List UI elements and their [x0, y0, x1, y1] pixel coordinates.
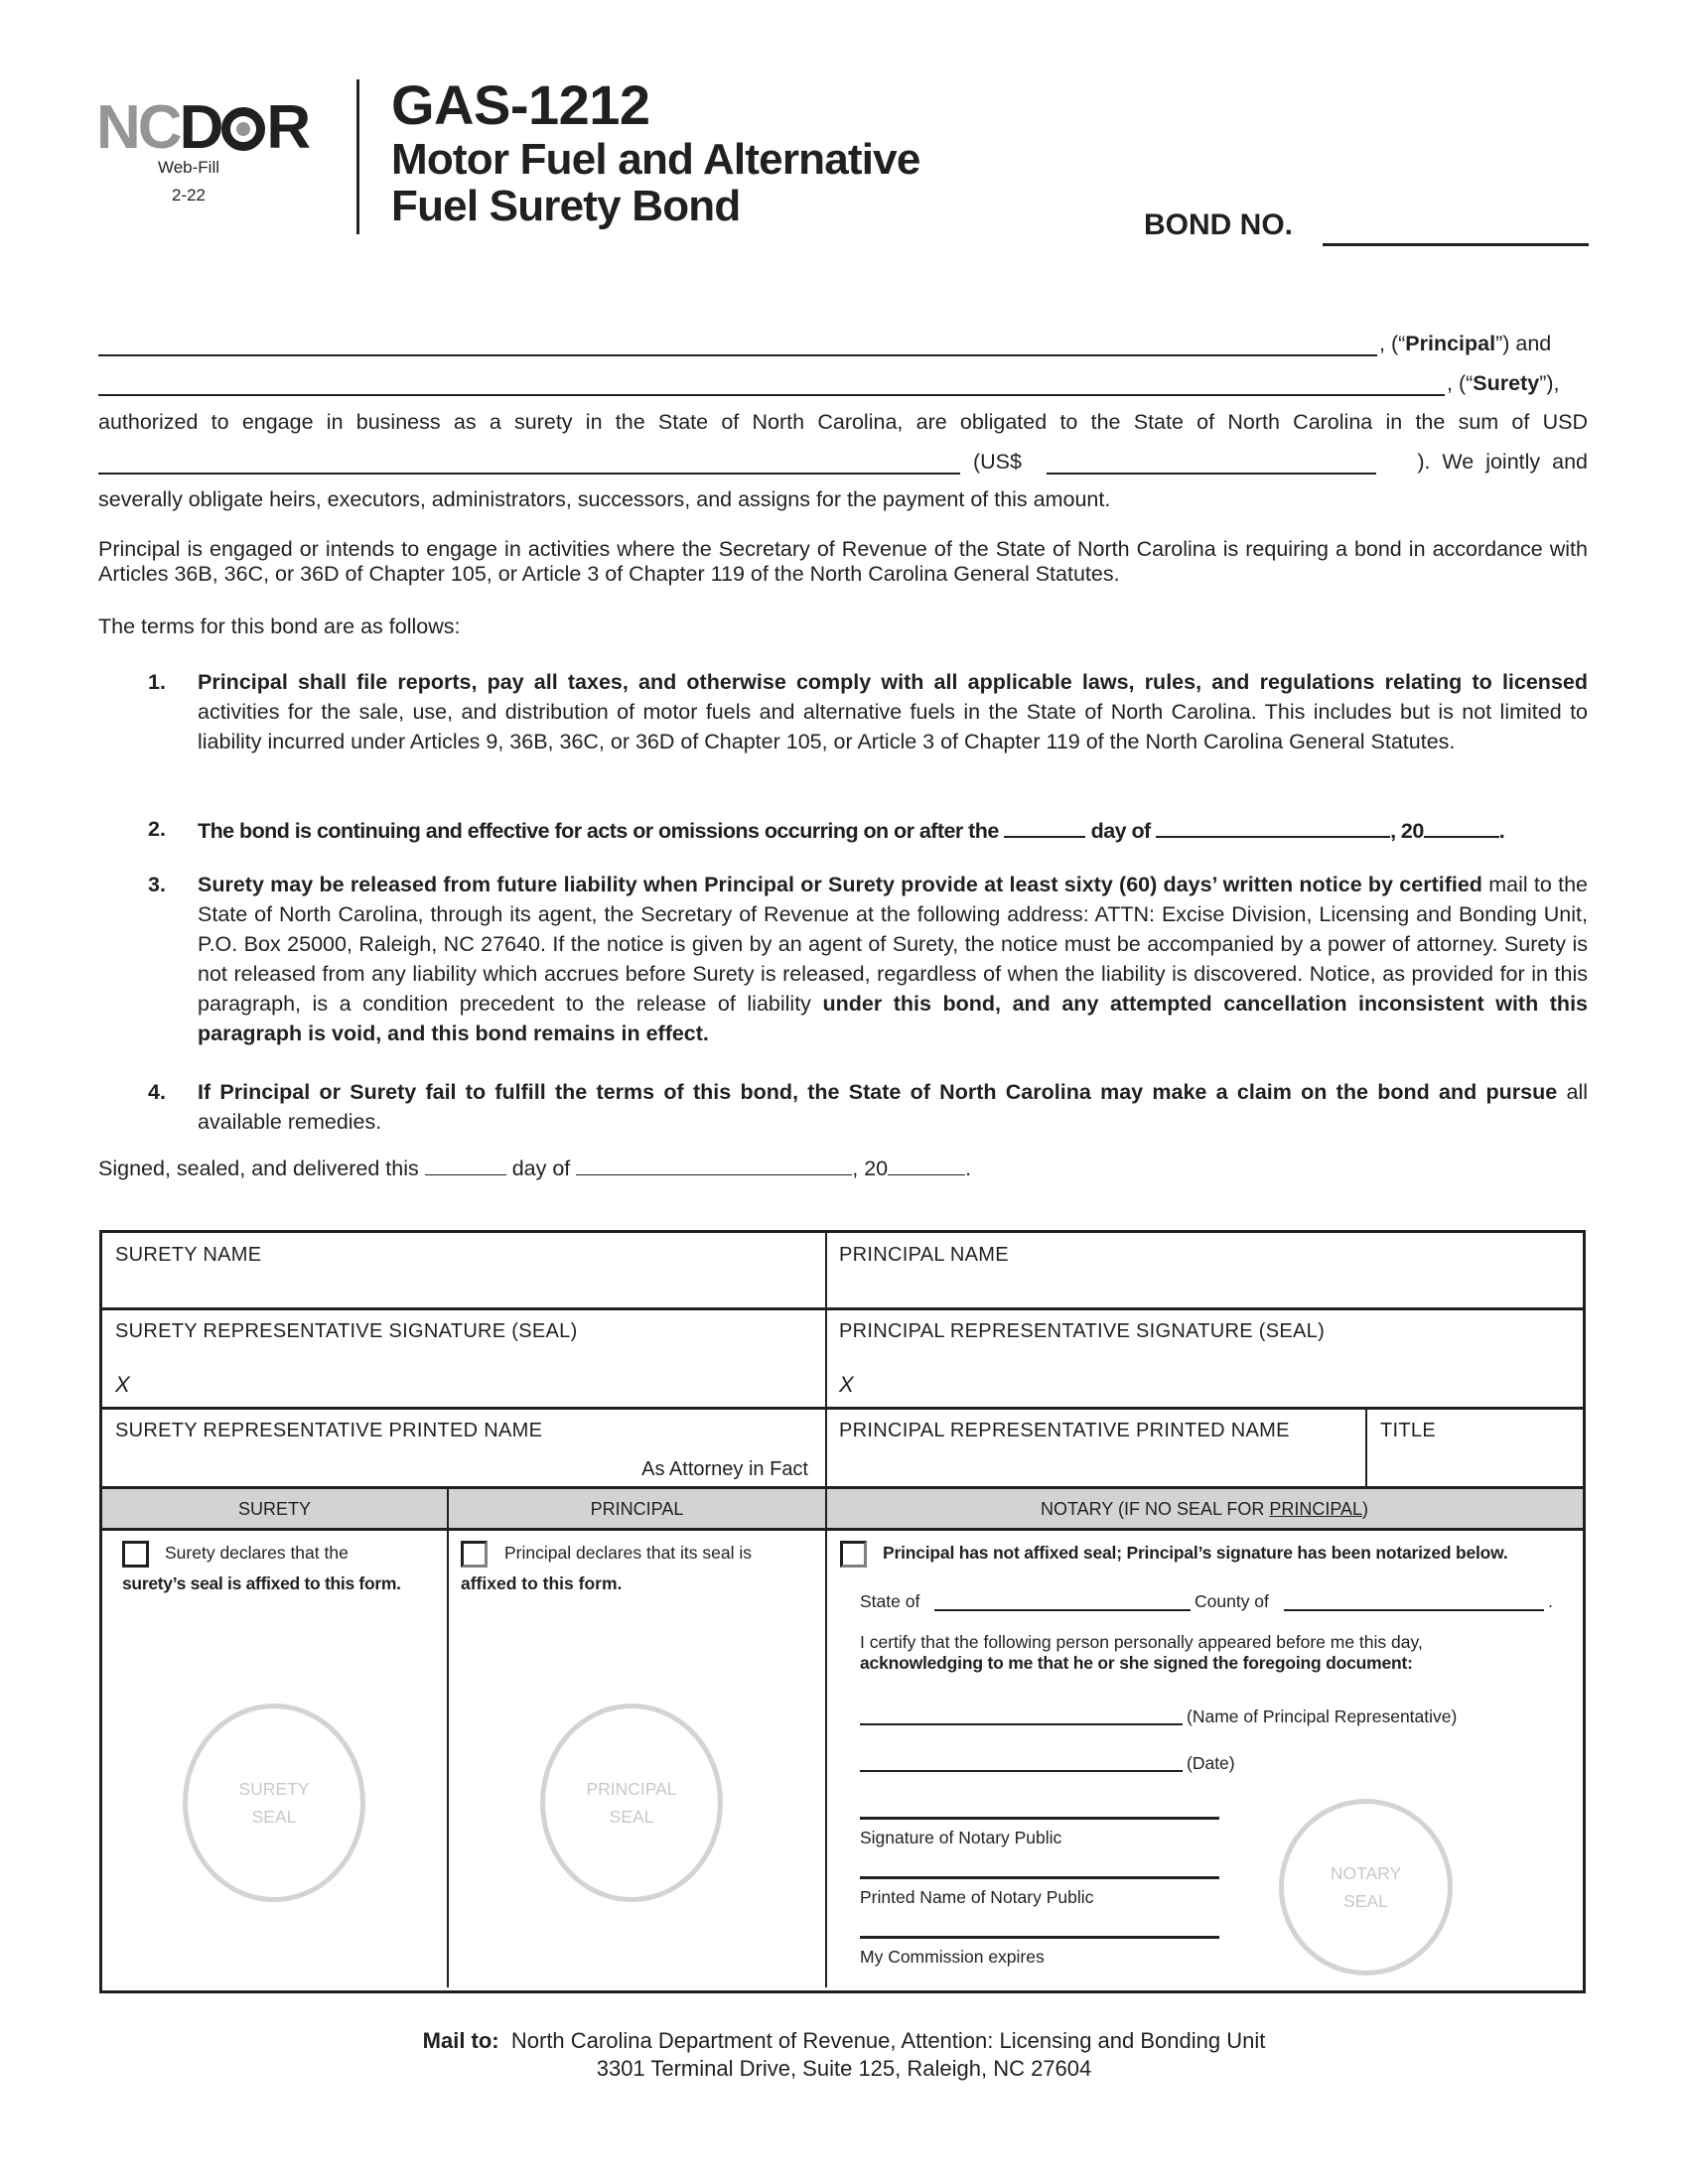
- mail-to-label: Mail to:: [422, 2028, 499, 2053]
- term-body: [198, 814, 1588, 846]
- surety-name-field[interactable]: [98, 394, 1445, 396]
- col-divider: [447, 1486, 449, 1987]
- principal-seal-checkbox[interactable]: [461, 1541, 488, 1568]
- principal-printed-name-label: PRINCIPAL REPRESENTATIVE PRINTED NAME: [839, 1420, 1290, 1441]
- form-title-line-1: Motor Fuel and Alternative: [391, 135, 920, 184]
- notary-declare-text: Principal has not affixed seal; Principal’s signature has been notarized below.: [883, 1543, 1508, 1563]
- surety-declare-line-2: surety’s seal is affixed to this form.: [122, 1573, 401, 1593]
- surety-term: Surety: [1473, 371, 1540, 395]
- signed-text: Signed, sealed, and delivered this: [98, 1157, 419, 1180]
- signed-year-prefix: , 20: [852, 1157, 889, 1180]
- term-body: [198, 667, 1588, 756]
- term2-end: .: [1498, 819, 1505, 843]
- term-normal-text: all available remedies.: [198, 1080, 1589, 1134]
- principal-suffix-post: ”) and: [1495, 332, 1552, 355]
- surety-seal-checkbox[interactable]: [122, 1541, 149, 1568]
- surety-signature-label: SURETY REPRESENTATIVE SIGNATURE (SEAL): [115, 1320, 578, 1342]
- surety-signature-x: X: [115, 1372, 130, 1397]
- notary-checkbox[interactable]: [840, 1541, 867, 1568]
- term-number: 2.: [148, 817, 166, 841]
- term-number: 1.: [148, 670, 166, 694]
- surety-signature-field[interactable]: [102, 1310, 825, 1407]
- term-item-1: [98, 667, 1588, 790]
- seal-text: SEAL: [1343, 1891, 1388, 1911]
- certify-line-2: acknowledging to me that he or she signed the foregoing document:: [860, 1653, 1413, 1673]
- principal-name-input[interactable]: [827, 1233, 1582, 1307]
- term-number: 4.: [148, 1080, 166, 1104]
- term-item-4: [98, 1077, 1588, 1139]
- col-header-surety: SURETY: [237, 1499, 311, 1519]
- term2-text: The bond is continuing and effective for acts or omissions occurring on or after the: [198, 819, 999, 843]
- surety-suffix-pre: , (“: [1447, 371, 1474, 395]
- notary-signature-label: Signature of Notary Public: [860, 1828, 1062, 1847]
- surety-name-label: SURETY NAME: [115, 1244, 262, 1266]
- principal-suffix-pre: , (“: [1379, 332, 1406, 355]
- term-body: [198, 1077, 1588, 1137]
- revision-label: 2-22: [171, 186, 207, 205]
- form-title-line-2: Fuel Surety Bond: [391, 182, 741, 230]
- form-number: GAS-1212: [391, 73, 650, 136]
- seal-text: PRINCIPAL: [586, 1779, 677, 1799]
- signed-day-of: day of: [511, 1157, 571, 1180]
- mail-to-line-2: 3301 Terminal Drive, Suite 125, Raleigh, NC 27604: [596, 2056, 1092, 2081]
- intro-paragraph: Principal is engaged or intends to engage in activities where the Secretary of Revenue of the State of North Carolina is requiring a bond in accordance with Articles 36B, 36C, or 36D of Chapter 105, or Article 3 of Chapter 119 of the North Carolina General Statutes.: [98, 537, 1588, 586]
- amount-words-field[interactable]: [98, 473, 960, 475]
- ncdor-logo: [96, 93, 309, 162]
- principal-name-field[interactable]: [98, 354, 1377, 356]
- principal-signature-x: X: [839, 1372, 854, 1397]
- header-divider: [356, 79, 359, 234]
- surety-suffix: [1447, 368, 1560, 398]
- surety-seal-placeholder: [183, 1704, 365, 1902]
- seal-text: SEAL: [609, 1807, 654, 1827]
- principal-declare-line-1: Principal declares that its seal is: [504, 1543, 752, 1563]
- terms-heading: The terms for this bond are as follows:: [98, 614, 461, 638]
- notary-header-pre: NOTARY (IF NO SEAL FOR: [1040, 1499, 1270, 1519]
- effective-day-field[interactable]: [1004, 814, 1085, 838]
- term-normal-text: mail to the State of North Carolina, through its agent, the Secretary of Revenue at the following address: ATTN: Excise Division, Licensing and Bonding Unit, P.O. Box 25000, Raleigh, NC 27640. If the notice is given by an agent of Surety, the notice must be accompanied by a power of attorney. Surety is not released from any liability which accrues before Surety is released, regardless of when the liability is discovered. Notice, as provided for in this paragraph, is a condition precedent to the release of liability: [198, 873, 1588, 1016]
- term-bold-text: Principal shall file reports, pay all taxes, and otherwise comply with all applicable laws, rules, and regulations relating to licensed: [198, 670, 1588, 694]
- usd-suffix: ). We jointly and: [1417, 450, 1588, 474]
- notary-printed-name-field[interactable]: [860, 1876, 1219, 1879]
- col-header-notary: [827, 1498, 1582, 1520]
- term-bold-text: Surety may be released from future liability when Principal or Surety provide at least sixty (60) days’ written notice by certified: [198, 873, 1482, 896]
- seal-text: SURETY: [238, 1779, 310, 1799]
- state-label: State of: [860, 1591, 920, 1611]
- col-header-principal: PRINCIPAL: [590, 1499, 684, 1519]
- signed-day-field[interactable]: [425, 1153, 506, 1175]
- term-body: [198, 870, 1588, 1048]
- title-field[interactable]: [1367, 1410, 1582, 1486]
- signed-end: .: [965, 1157, 972, 1180]
- logo-o-dot-icon: [221, 107, 265, 151]
- notary-header-underlined: PRINCIPAL: [1269, 1499, 1363, 1519]
- term2-year-prefix: , 20: [1390, 819, 1424, 843]
- form-edition: [149, 154, 228, 209]
- obligate-text: severally obligate heirs, executors, administrators, successors, and assigns for the payment of this amount.: [98, 487, 1111, 511]
- authorized-text: authorized to engage in business as a surety in the State of North Carolina, are obligated to the State of North Carolina in the sum of USD: [98, 410, 1588, 434]
- principal-name-label: PRINCIPAL NAME: [839, 1244, 1009, 1266]
- signed-year-field[interactable]: [888, 1153, 965, 1175]
- term-item-3: [98, 870, 1588, 1054]
- bond-no-label: BOND NO.: [1144, 208, 1293, 241]
- form-title: [391, 136, 920, 229]
- surety-suffix-post: ”),: [1539, 371, 1560, 395]
- state-field[interactable]: [934, 1609, 1191, 1611]
- term-number: 3.: [148, 873, 166, 896]
- notary-date-field[interactable]: [860, 1770, 1183, 1772]
- certify-line-1: I certify that the following person personally appeared before me this day,: [860, 1632, 1423, 1652]
- title-label: TITLE: [1380, 1420, 1436, 1441]
- county-field[interactable]: [1284, 1609, 1544, 1611]
- attorney-in-fact-label: As Attorney in Fact: [641, 1458, 808, 1480]
- signature-table: [99, 1230, 1586, 1993]
- mail-to-footer: [0, 2027, 1688, 2083]
- notary-seal-placeholder: [1279, 1799, 1453, 1976]
- seal-text: NOTARY: [1330, 1863, 1402, 1883]
- name-rep-label: (Name of Principal Representative): [1187, 1706, 1458, 1726]
- effective-year-field[interactable]: [1424, 814, 1499, 838]
- principal-signature-label: PRINCIPAL REPRESENTATIVE SIGNATURE (SEAL): [839, 1320, 1326, 1342]
- row-divider: [102, 1528, 1583, 1531]
- term2-day-of: day of: [1090, 819, 1151, 843]
- logo-d: D: [179, 93, 221, 162]
- mail-to-address-1: North Carolina Department of Revenue, Attention: Licensing and Bonding Unit: [510, 2028, 1266, 2053]
- principal-seal-placeholder: [540, 1704, 723, 1902]
- logo-nc: NC: [96, 93, 180, 162]
- term-bold-end-text: under this bond, and any attempted cancellation inconsistent with this paragraph is void, and this bond remains in effect.: [198, 992, 1588, 1045]
- principal-rep-name-field[interactable]: [860, 1723, 1183, 1725]
- surety-name-input[interactable]: [102, 1233, 825, 1307]
- surety-declare-line-1: Surety declares that the: [165, 1543, 349, 1563]
- principal-printed-name-field[interactable]: [827, 1410, 1365, 1486]
- term-normal-text: activities for the sale, use, and distribution of motor fuels and alternative fuels in the State of North Carolina. This includes but is not limited to liability incurred under Articles 9, 36B, 36C, or 36D of Chapter 105, or Article 3 of Chapter 119 of the North Carolina General Statutes.: [198, 700, 1588, 753]
- bond-no-field[interactable]: [1323, 243, 1589, 246]
- principal-suffix: [1379, 329, 1551, 358]
- notary-printed-name-label: Printed Name of Notary Public: [860, 1887, 1094, 1907]
- signed-line: [98, 1153, 971, 1183]
- notary-commission-label: My Commission expires: [860, 1947, 1045, 1967]
- edition-label: Web-Fill: [157, 158, 220, 177]
- notary-commission-field[interactable]: [860, 1936, 1219, 1939]
- principal-signature-field[interactable]: [827, 1310, 1582, 1407]
- signed-month-field[interactable]: [576, 1153, 852, 1175]
- county-label: County of: [1195, 1591, 1269, 1611]
- mail-to-line-1: [0, 2027, 1688, 2055]
- term-item-2: [98, 814, 1588, 846]
- notary-header-post: ): [1362, 1499, 1369, 1519]
- seal-text: SEAL: [251, 1807, 297, 1827]
- date-label: (Date): [1187, 1753, 1235, 1773]
- notary-signature-field[interactable]: [860, 1817, 1219, 1820]
- usd-prefix: (US$: [973, 450, 1022, 474]
- principal-declare-line-2: affixed to this form.: [461, 1573, 623, 1593]
- effective-month-field[interactable]: [1156, 814, 1390, 838]
- surety-printed-name-label: SURETY REPRESENTATIVE PRINTED NAME: [115, 1420, 543, 1441]
- logo-r: R: [266, 93, 309, 162]
- term-bold-text: If Principal or Surety fail to fulfill the terms of this bond, the State of North Carolina may make a claim on the bond and pursue: [198, 1080, 1558, 1104]
- principal-term: Principal: [1405, 332, 1496, 355]
- county-period: .: [1548, 1591, 1553, 1611]
- amount-numeric-field[interactable]: [1047, 473, 1376, 475]
